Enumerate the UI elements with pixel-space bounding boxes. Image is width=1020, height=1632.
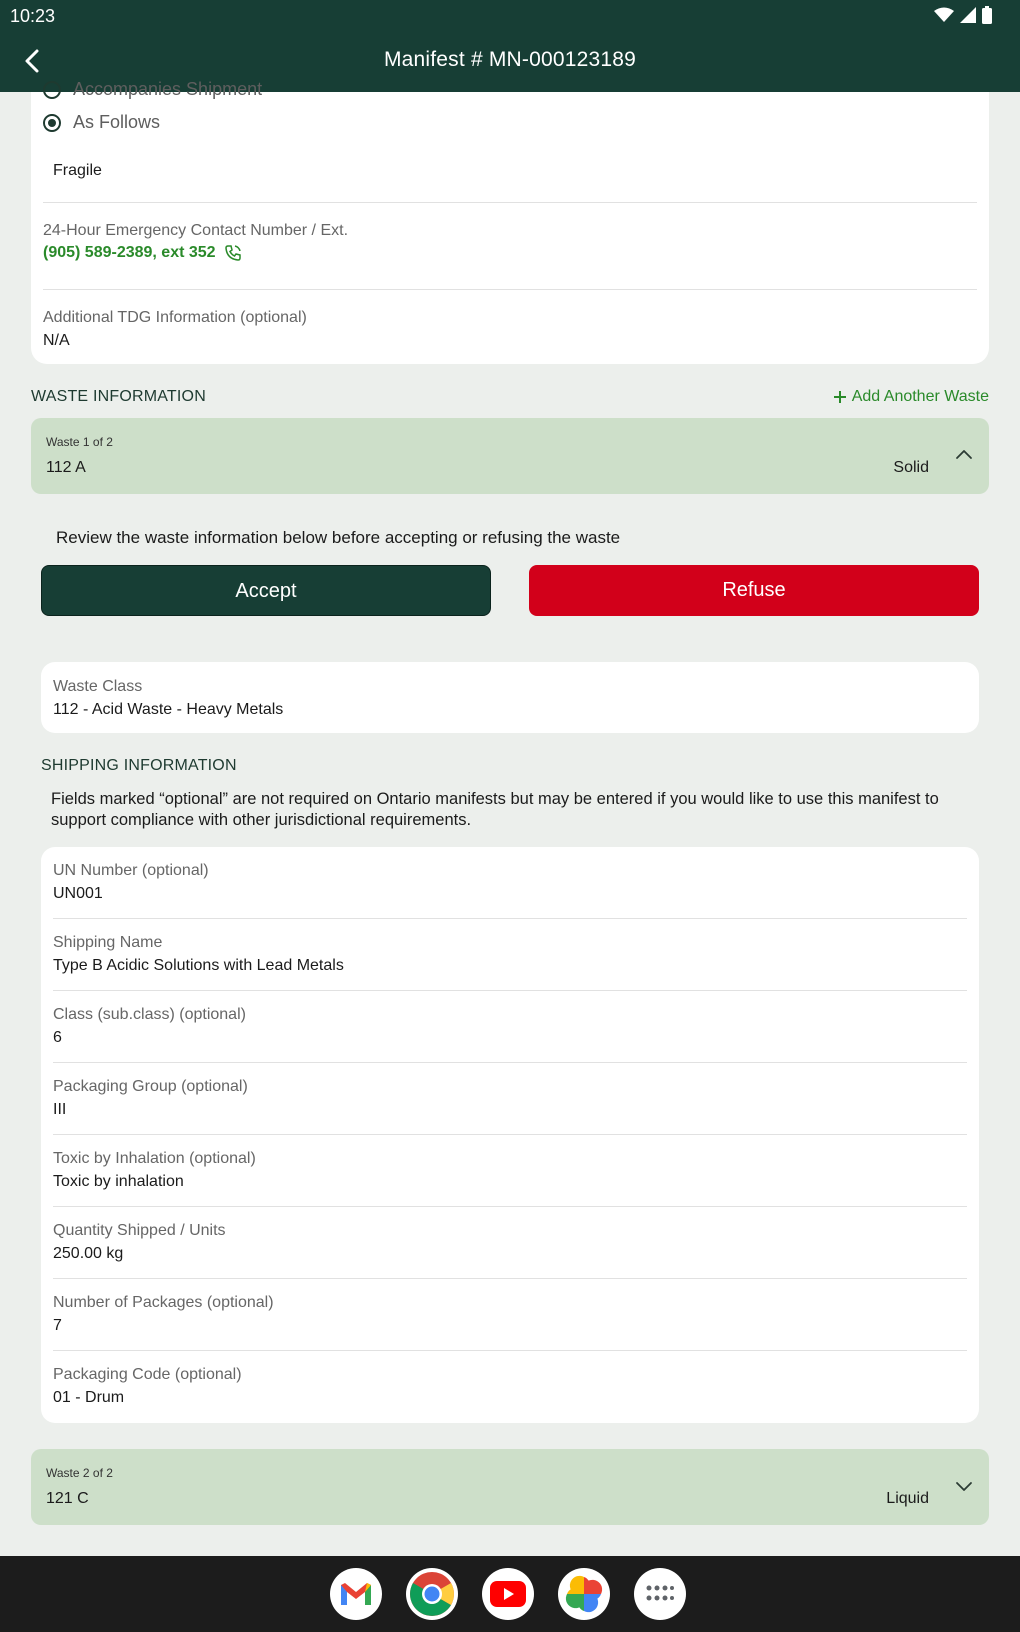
waste-form: Liquid	[886, 1490, 929, 1507]
add-waste-label: Add Another Waste	[851, 388, 989, 405]
gmail-icon[interactable]	[330, 1568, 382, 1620]
waste-code: 112 A	[46, 459, 86, 476]
shipping-info-card	[41, 847, 979, 1423]
radio-as-follows[interactable]	[43, 112, 160, 133]
field-value: 250.00 kg	[53, 1245, 124, 1262]
taskbar	[0, 1556, 1020, 1632]
waste-class-card	[41, 662, 979, 733]
field-label: Number of Packages (optional)	[53, 1294, 274, 1311]
app-dock	[330, 1568, 686, 1620]
cell-signal-icon	[960, 7, 976, 23]
tdg-info-label: Additional TDG Information (optional)	[43, 309, 307, 326]
shipping-field-un-number	[41, 847, 979, 919]
field-label: UN Number (optional)	[53, 862, 209, 879]
emergency-contact-label: 24-Hour Emergency Contact Number / Ext.	[43, 222, 349, 239]
accept-button[interactable]: Accept	[41, 565, 491, 616]
field-value: 01 - Drum	[53, 1389, 125, 1406]
field-label: Toxic by Inhalation (optional)	[53, 1150, 256, 1167]
shipping-section-title: SHIPPING INFORMATION	[41, 757, 237, 774]
radio-label: Accompanies Shipment	[73, 79, 263, 99]
photos-icon[interactable]	[558, 1568, 610, 1620]
radio-button-selected[interactable]	[43, 114, 61, 132]
shipping-field-shipping-name	[41, 919, 979, 991]
add-another-waste-button[interactable]	[834, 388, 989, 406]
wifi-icon	[934, 7, 954, 23]
divider	[43, 202, 977, 203]
waste-section-title: WASTE INFORMATION	[31, 388, 206, 405]
shipping-field-number-of-packages	[41, 1279, 979, 1351]
shipping-field-class	[41, 991, 979, 1063]
optional-fields-notice: Fields marked “optional” are not required on Ontario manifests but may be entered if you would like to use this manifest to support compliance with other jurisdictional requirements.	[51, 790, 939, 829]
tdg-info-value: N/A	[43, 332, 70, 349]
waste-form: Solid	[893, 459, 929, 476]
radio-label: As Follows	[73, 112, 161, 132]
shipping-field-toxic-by-inhalation	[41, 1135, 979, 1207]
chevron-up-icon[interactable]	[953, 444, 975, 466]
field-label: Packaging Code (optional)	[53, 1366, 242, 1383]
status-time: 10:23	[10, 6, 56, 26]
refuse-button[interactable]: Refuse	[529, 565, 979, 616]
emergency-phone-number: (905) 589-2389, ext 352	[43, 244, 216, 261]
plus-icon	[834, 391, 846, 403]
page-title: Manifest # MN-000123189	[383, 48, 637, 71]
radio-button[interactable]	[43, 81, 61, 99]
waste-class-value: 112 - Acid Waste - Heavy Metals	[53, 701, 284, 718]
waste-1-header[interactable]	[31, 418, 989, 494]
handling-card	[31, 79, 989, 364]
shipping-field-packaging-code	[41, 1351, 979, 1423]
radio-accompanies-shipment[interactable]	[43, 79, 262, 100]
system-icons	[934, 6, 992, 24]
status-bar	[0, 0, 1020, 30]
field-value: III	[53, 1101, 67, 1118]
field-label: Class (sub.class) (optional)	[53, 1006, 246, 1023]
waste-class-label: Waste Class	[53, 678, 143, 695]
divider	[43, 289, 977, 290]
field-label: Packaging Group (optional)	[53, 1078, 248, 1095]
field-value: UN001	[53, 885, 103, 902]
field-label: Quantity Shipped / Units	[53, 1222, 226, 1239]
field-value: Toxic by inhalation	[53, 1173, 184, 1190]
shipping-field-quantity	[41, 1207, 979, 1279]
battery-icon	[982, 6, 992, 24]
shipping-field-packaging-group	[41, 1063, 979, 1135]
waste-number: Waste 1 of 2	[46, 435, 113, 449]
review-instructions: Review the waste information below before accepting or refusing the waste	[56, 528, 621, 547]
waste-code: 121 C	[46, 1490, 89, 1507]
field-value: 7	[53, 1317, 62, 1334]
youtube-icon[interactable]	[482, 1568, 534, 1620]
app-drawer-icon[interactable]	[634, 1568, 686, 1620]
emergency-phone-link[interactable]	[43, 244, 242, 262]
waste-2-header[interactable]	[31, 1449, 989, 1525]
field-label: Shipping Name	[53, 934, 163, 951]
handling-instructions: Fragile	[53, 162, 102, 179]
chrome-icon[interactable]	[406, 1568, 458, 1620]
field-value: Type B Acidic Solutions with Lead Metals	[53, 957, 344, 974]
phone-icon	[224, 244, 242, 262]
waste-number: Waste 2 of 2	[46, 1466, 113, 1480]
field-value: 6	[53, 1029, 62, 1046]
chevron-down-icon[interactable]	[953, 1475, 975, 1497]
